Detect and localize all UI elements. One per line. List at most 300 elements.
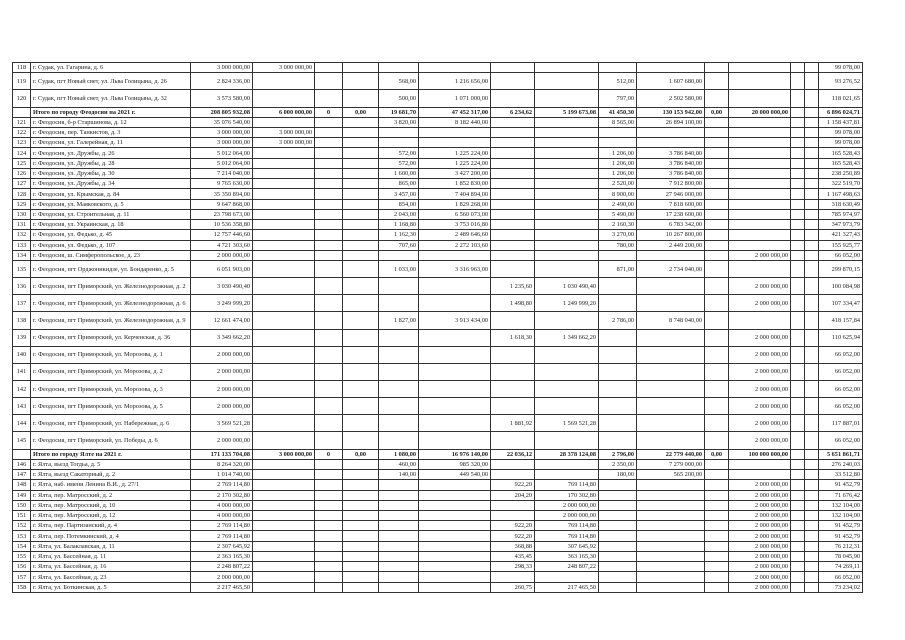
- value-cell: [535, 250, 599, 260]
- table-row: [13, 73, 863, 90]
- value-cell: 985 320,00: [419, 459, 491, 469]
- value-cell: 204,20: [491, 490, 535, 500]
- value-cell: [491, 168, 535, 178]
- value-cell: [805, 168, 819, 178]
- value-cell: [805, 250, 819, 260]
- value-cell: [343, 480, 379, 490]
- value-cell: [729, 90, 791, 107]
- table-row: [13, 470, 863, 480]
- value-cell: 74 269,11: [819, 562, 863, 572]
- value-cell: [791, 363, 805, 380]
- value-cell: [315, 230, 343, 240]
- value-cell: 7 404 894,00: [419, 189, 491, 199]
- value-cell: [705, 500, 729, 510]
- value-cell: 2 000 000,00: [729, 415, 791, 432]
- table-row: [13, 158, 863, 168]
- value-cell: [419, 363, 491, 380]
- value-cell: 6 051 903,00: [191, 261, 253, 278]
- value-cell: [805, 541, 819, 551]
- value-cell: [419, 398, 491, 415]
- value-cell: 91 452,79: [819, 531, 863, 541]
- value-cell: [729, 63, 791, 73]
- value-cell: [791, 261, 805, 278]
- value-cell: [599, 510, 637, 520]
- value-cell: [729, 459, 791, 469]
- value-cell: [343, 329, 379, 346]
- value-cell: [599, 490, 637, 500]
- value-cell: [253, 490, 315, 500]
- value-cell: [705, 127, 729, 137]
- table-row: [13, 138, 863, 148]
- value-cell: [791, 490, 805, 500]
- value-cell: [637, 510, 705, 520]
- row-number: 119: [13, 73, 31, 90]
- value-cell: [535, 230, 599, 240]
- table-row: [13, 230, 863, 240]
- value-cell: [729, 199, 791, 209]
- value-cell: 5 012 064,00: [191, 148, 253, 158]
- value-cell: [729, 209, 791, 219]
- value-cell: [343, 398, 379, 415]
- value-cell: [599, 250, 637, 260]
- value-cell: [315, 551, 343, 561]
- row-number: 120: [13, 90, 31, 107]
- value-cell: [315, 531, 343, 541]
- value-cell: [791, 117, 805, 127]
- value-cell: [491, 189, 535, 199]
- value-cell: 2 490,00: [599, 199, 637, 209]
- value-cell: [491, 138, 535, 148]
- value-cell: 2 000 000,00: [191, 363, 253, 380]
- value-cell: [637, 329, 705, 346]
- address-cell: г. Судак, пгт Новый свет, ул. Льва Голицына, д. 32: [31, 90, 191, 107]
- value-cell: [253, 572, 315, 582]
- value-cell: [315, 470, 343, 480]
- table-row: [13, 261, 863, 278]
- value-cell: [705, 510, 729, 520]
- value-cell: [379, 480, 419, 490]
- table-row: [13, 521, 863, 531]
- value-cell: 2 000 000,00: [729, 572, 791, 582]
- row-number: 125: [13, 158, 31, 168]
- value-cell: 155 925,77: [819, 240, 863, 250]
- value-cell: 2 000 000,00: [729, 250, 791, 260]
- value-cell: 3 569 521,28: [191, 415, 253, 432]
- row-number: 130: [13, 209, 31, 219]
- row-number: 121: [13, 117, 31, 127]
- value-cell: 1 618,30: [491, 329, 535, 346]
- row-number: 134: [13, 250, 31, 260]
- value-cell: [253, 148, 315, 158]
- value-cell: 2 350,00: [599, 459, 637, 469]
- value-cell: [791, 329, 805, 346]
- address-cell: г. Феодосия, ул. Дружбы, д. 26: [31, 148, 191, 158]
- value-cell: [805, 449, 819, 459]
- value-cell: 3 753 016,80: [419, 220, 491, 230]
- address-cell: г. Ялта, вьезд Тогдьа, д. 5: [31, 459, 191, 469]
- row-number: 140: [13, 346, 31, 363]
- value-cell: [791, 295, 805, 312]
- value-cell: 3 913 434,00: [419, 312, 491, 329]
- value-cell: [491, 470, 535, 480]
- value-cell: [253, 459, 315, 469]
- table-row: [13, 117, 863, 127]
- value-cell: [805, 199, 819, 209]
- value-cell: [637, 562, 705, 572]
- value-cell: 1 235,60: [491, 278, 535, 295]
- value-cell: [599, 127, 637, 137]
- value-cell: [253, 521, 315, 531]
- value-cell: 0: [315, 107, 343, 117]
- value-cell: [491, 209, 535, 219]
- value-cell: [315, 329, 343, 346]
- value-cell: [805, 295, 819, 312]
- value-cell: [343, 541, 379, 551]
- table-row: [13, 250, 863, 260]
- row-number: 124: [13, 148, 31, 158]
- value-cell: [343, 432, 379, 449]
- value-cell: 132 104,00: [819, 510, 863, 520]
- value-cell: 12 661 474,00: [191, 312, 253, 329]
- value-cell: [253, 158, 315, 168]
- value-cell: 2 000 000,00: [729, 432, 791, 449]
- value-cell: 2 489 646,60: [419, 230, 491, 240]
- value-cell: [343, 562, 379, 572]
- value-cell: [343, 179, 379, 189]
- value-cell: [705, 90, 729, 107]
- value-cell: 140,00: [379, 470, 419, 480]
- value-cell: [705, 138, 729, 148]
- value-cell: 322 519,70: [819, 179, 863, 189]
- value-cell: 347 973,79: [819, 220, 863, 230]
- value-cell: 565 200,00: [637, 470, 705, 480]
- table-row: [13, 480, 863, 490]
- value-cell: [315, 510, 343, 520]
- table-row: [13, 510, 863, 520]
- value-cell: [315, 490, 343, 500]
- value-cell: [315, 562, 343, 572]
- value-cell: [705, 346, 729, 363]
- value-cell: [705, 240, 729, 250]
- value-cell: [791, 63, 805, 73]
- value-cell: [805, 346, 819, 363]
- value-cell: [535, 459, 599, 469]
- address-cell: г. Феодосия, ул. Федько, д. 107: [31, 240, 191, 250]
- address-cell: г. Феодосия, пгт Приморский, ул. Морозова, д. 2: [31, 363, 191, 380]
- value-cell: [805, 363, 819, 380]
- value-cell: 3 349 662,20: [191, 329, 253, 346]
- value-cell: 8 182 440,00: [419, 117, 491, 127]
- value-cell: [343, 521, 379, 531]
- table-row: [13, 459, 863, 469]
- value-cell: [343, 261, 379, 278]
- value-cell: [705, 261, 729, 278]
- value-cell: 66 052,00: [819, 250, 863, 260]
- value-cell: [253, 90, 315, 107]
- value-cell: 66 052,00: [819, 363, 863, 380]
- address-cell: г. Ялта, пер. Матросский, д. 12: [31, 510, 191, 520]
- value-cell: [637, 572, 705, 582]
- value-cell: 6 783 342,00: [637, 220, 705, 230]
- value-cell: [535, 346, 599, 363]
- value-cell: 418 157,84: [819, 312, 863, 329]
- value-cell: 2 449 200,00: [637, 240, 705, 250]
- value-cell: 2 000 000,00: [729, 329, 791, 346]
- value-cell: [379, 562, 419, 572]
- value-cell: [379, 415, 419, 432]
- address-cell: г. Феодосия, ул. Строительная, д. 11: [31, 209, 191, 219]
- value-cell: 854,00: [379, 199, 419, 209]
- value-cell: 2 796,00: [599, 449, 637, 459]
- value-cell: [315, 415, 343, 432]
- value-cell: [379, 572, 419, 582]
- value-cell: 2 000 000,00: [729, 510, 791, 520]
- value-cell: 4 721 303,60: [191, 240, 253, 250]
- value-cell: [419, 551, 491, 561]
- address-cell: г. Ялта, вьезд Сакаторный, д. 2: [31, 470, 191, 480]
- value-cell: [343, 295, 379, 312]
- value-cell: [805, 521, 819, 531]
- row-number: 151: [13, 510, 31, 520]
- value-cell: 3 786 840,00: [637, 148, 705, 158]
- value-cell: [637, 415, 705, 432]
- value-cell: [599, 432, 637, 449]
- address-cell: г. Феодосия, пгт Приморский, ул. Железнодорожная, д. 6: [31, 295, 191, 312]
- value-cell: [253, 346, 315, 363]
- value-cell: [805, 148, 819, 158]
- value-cell: [705, 432, 729, 449]
- value-cell: 769 114,80: [535, 531, 599, 541]
- address-cell: г. Феодосия, пгт Приморский, ул. Победы, д. 6: [31, 432, 191, 449]
- address-cell: г. Феодосия, пер. Танкистов, д. 3: [31, 127, 191, 137]
- value-cell: [343, 127, 379, 137]
- value-cell: [805, 459, 819, 469]
- value-cell: [419, 295, 491, 312]
- value-cell: [315, 363, 343, 380]
- value-cell: [343, 500, 379, 510]
- value-cell: [419, 531, 491, 541]
- value-cell: [315, 63, 343, 73]
- value-cell: [729, 138, 791, 148]
- value-cell: [379, 490, 419, 500]
- value-cell: [253, 415, 315, 432]
- value-cell: [343, 381, 379, 398]
- value-cell: [705, 398, 729, 415]
- value-cell: [805, 480, 819, 490]
- value-cell: [791, 127, 805, 137]
- value-cell: 1 881,92: [491, 415, 535, 432]
- value-cell: [491, 459, 535, 469]
- address-cell: г. Ялта, пер. Матросский, д. 10: [31, 500, 191, 510]
- value-cell: 421 327,43: [819, 230, 863, 240]
- value-cell: 1 216 656,00: [419, 73, 491, 90]
- value-cell: 93 276,52: [819, 73, 863, 90]
- value-cell: [705, 250, 729, 260]
- value-cell: [805, 572, 819, 582]
- value-cell: [599, 278, 637, 295]
- value-cell: [637, 278, 705, 295]
- value-cell: [491, 250, 535, 260]
- value-cell: 1 071 000,00: [419, 90, 491, 107]
- value-cell: 5 490,00: [599, 209, 637, 219]
- address-cell: г. Феодосия, ул. Дружбы, д. 30: [31, 168, 191, 178]
- value-cell: [791, 541, 805, 551]
- value-cell: 0,00: [343, 449, 379, 459]
- value-cell: [705, 572, 729, 582]
- value-cell: [729, 230, 791, 240]
- row-number: 149: [13, 490, 31, 500]
- value-cell: 0,00: [343, 107, 379, 117]
- value-cell: [253, 199, 315, 209]
- value-cell: [253, 240, 315, 250]
- value-cell: 0,00: [705, 449, 729, 459]
- row-number: 145: [13, 432, 31, 449]
- value-cell: [805, 73, 819, 90]
- value-cell: [419, 541, 491, 551]
- value-cell: [705, 168, 729, 178]
- address-cell: г. Феодосия, ул. Дружбы, д. 34: [31, 179, 191, 189]
- value-cell: 9 765 630,00: [191, 179, 253, 189]
- address-cell: г. Феодосия, б-р Старшинова, д. 12: [31, 117, 191, 127]
- value-cell: [705, 541, 729, 551]
- value-cell: [637, 432, 705, 449]
- value-cell: [343, 510, 379, 520]
- table-row: [13, 398, 863, 415]
- value-cell: [379, 531, 419, 541]
- value-cell: [535, 470, 599, 480]
- value-cell: [805, 189, 819, 199]
- value-cell: [343, 90, 379, 107]
- value-cell: [535, 148, 599, 158]
- value-cell: 7 214 040,00: [191, 168, 253, 178]
- value-cell: [253, 510, 315, 520]
- value-cell: 1 600,00: [379, 168, 419, 178]
- value-cell: [253, 551, 315, 561]
- value-cell: 3 249 999,20: [191, 295, 253, 312]
- value-cell: [253, 432, 315, 449]
- value-cell: [791, 250, 805, 260]
- value-cell: [805, 220, 819, 230]
- value-cell: 572,00: [379, 158, 419, 168]
- value-cell: [343, 209, 379, 219]
- value-cell: [315, 459, 343, 469]
- table-row: [13, 168, 863, 178]
- value-cell: [315, 250, 343, 260]
- address-cell: Итого по городу Феодосии на 2021 г.: [31, 107, 191, 117]
- table-row: [13, 209, 863, 219]
- value-cell: [491, 117, 535, 127]
- table-row: [13, 346, 863, 363]
- value-cell: [343, 148, 379, 158]
- value-cell: 2 000 000,00: [191, 250, 253, 260]
- value-cell: [535, 432, 599, 449]
- value-cell: 26 894 100,00: [637, 117, 705, 127]
- value-cell: [791, 432, 805, 449]
- value-cell: 0,00: [705, 107, 729, 117]
- value-cell: [791, 209, 805, 219]
- value-cell: [343, 138, 379, 148]
- value-cell: 299 870,15: [819, 261, 863, 278]
- value-cell: [253, 261, 315, 278]
- value-cell: [805, 381, 819, 398]
- value-cell: [599, 572, 637, 582]
- value-cell: [419, 480, 491, 490]
- value-cell: 110 625,94: [819, 329, 863, 346]
- value-cell: 2 000 000,00: [729, 480, 791, 490]
- value-cell: 1 349 662,20: [535, 329, 599, 346]
- value-cell: [599, 398, 637, 415]
- value-cell: [729, 148, 791, 158]
- value-cell: [729, 127, 791, 137]
- row-number: 122: [13, 127, 31, 137]
- address-cell: г. Феодосия, пгт Орджоникидзе, ул. Бондаренко, д. 5: [31, 261, 191, 278]
- value-cell: 512,00: [599, 73, 637, 90]
- value-cell: 208 805 932,08: [191, 107, 253, 117]
- value-cell: 1 030 490,40: [535, 278, 599, 295]
- value-cell: [379, 329, 419, 346]
- value-cell: [805, 179, 819, 189]
- value-cell: 3 820,00: [379, 117, 419, 127]
- value-cell: [637, 480, 705, 490]
- row-number: 143: [13, 398, 31, 415]
- value-cell: [491, 199, 535, 209]
- value-cell: [791, 158, 805, 168]
- row-number: 156: [13, 562, 31, 572]
- value-cell: 460,00: [379, 459, 419, 469]
- value-cell: 2 786,00: [599, 312, 637, 329]
- value-cell: [379, 127, 419, 137]
- address-cell: г. Ялта, ул. Бассейная, д. 23: [31, 572, 191, 582]
- table-row: [13, 490, 863, 500]
- row-number: 154: [13, 541, 31, 551]
- value-cell: 2 000 000,00: [729, 531, 791, 541]
- value-cell: [705, 381, 729, 398]
- value-cell: [791, 168, 805, 178]
- value-cell: [343, 572, 379, 582]
- address-cell: г. Феодосия, ул. Украинская, д. 18: [31, 220, 191, 230]
- value-cell: [343, 220, 379, 230]
- address-cell: г. Ялта, пер. Потемкинский, д. 4: [31, 531, 191, 541]
- value-cell: [729, 73, 791, 90]
- value-cell: [599, 500, 637, 510]
- address-cell: г. Ялта, наб. имени Ленина В.И., д. 27/1: [31, 480, 191, 490]
- value-cell: [805, 240, 819, 250]
- value-cell: [637, 531, 705, 541]
- value-cell: [315, 432, 343, 449]
- table-row: [13, 240, 863, 250]
- value-cell: [315, 209, 343, 219]
- value-cell: [705, 480, 729, 490]
- value-cell: [791, 240, 805, 250]
- value-cell: [491, 572, 535, 582]
- value-cell: [535, 117, 599, 127]
- value-cell: [599, 541, 637, 551]
- value-cell: 1 206,00: [599, 168, 637, 178]
- value-cell: 500,00: [379, 90, 419, 107]
- value-cell: 132 104,00: [819, 500, 863, 510]
- value-cell: 99 078,00: [819, 138, 863, 148]
- value-cell: [343, 158, 379, 168]
- value-cell: [491, 73, 535, 90]
- address-cell: г. Феодосия, ул. Маяковского, д. 5: [31, 199, 191, 209]
- value-cell: [419, 329, 491, 346]
- value-cell: [705, 582, 729, 592]
- row-number: 133: [13, 240, 31, 250]
- value-cell: [805, 230, 819, 240]
- row-number: 136: [13, 278, 31, 295]
- value-cell: 10 267 800,00: [637, 230, 705, 240]
- value-cell: [729, 117, 791, 127]
